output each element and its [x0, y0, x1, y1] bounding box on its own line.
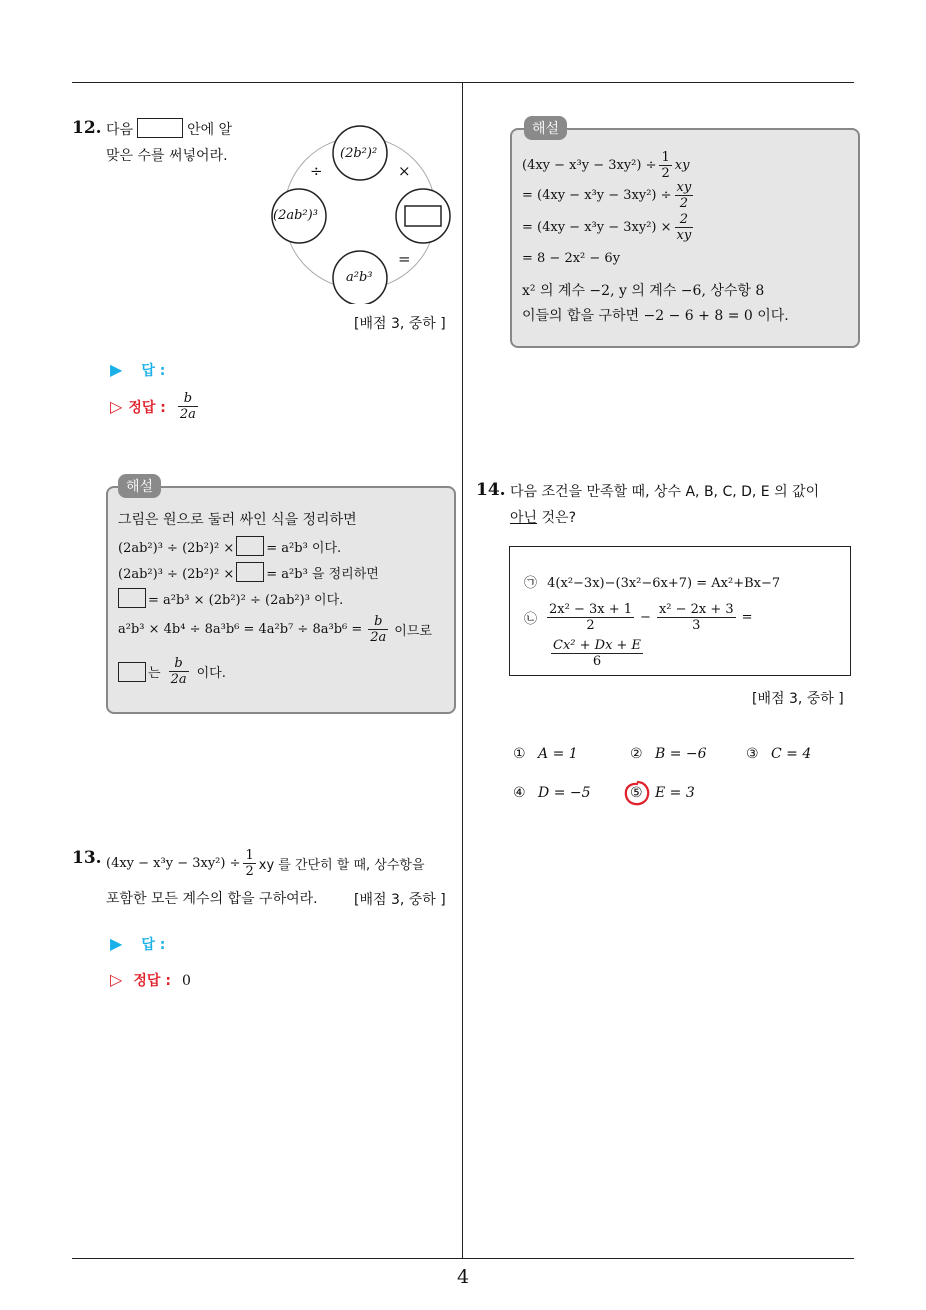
question-text-line2: 포함한 모든 계수의 합을 구하여라. [106, 891, 318, 907]
solution-line-3 [522, 212, 696, 243]
sol-text: xy [674, 158, 690, 173]
condition-fraction [657, 602, 736, 633]
times-sign: × [398, 162, 411, 180]
solution-line-2 [522, 180, 696, 211]
choice-marker: ③ [746, 746, 759, 762]
solution-line-1: 그림은 원으로 둘러 싸인 식을 정리하면 [118, 512, 357, 528]
minus-sign: − [640, 610, 651, 625]
solution-line-4: = 8 − 2x² − 6y [522, 251, 621, 266]
fraction-denominator: 2a [370, 630, 387, 645]
solution-fraction [169, 656, 189, 687]
choice-marker: ④ [513, 785, 526, 801]
fraction-denominator: 2a [179, 407, 196, 422]
q14-text: 것은? [541, 510, 576, 526]
fraction-denominator: 2 [661, 166, 670, 181]
sol-text: (2ab²)³ ÷ (2b²)² × [118, 541, 235, 556]
choice-text: B = −6 [655, 746, 707, 762]
condition-fraction [551, 638, 643, 669]
fraction-numerator: Cx² + Dx + E [553, 638, 642, 653]
answer-arrow-icon: ▶ [110, 934, 123, 953]
fraction-denominator: 3 [692, 618, 701, 633]
question-text-line1: 다음 조건을 만족할 때, 상수 A, B, C, D, E 의 값이 [510, 484, 820, 500]
answer-arrow-icon: ▶ [110, 360, 123, 379]
correct-answer-value: 0 [182, 973, 191, 989]
choice-4[interactable] [513, 785, 591, 801]
answer-row [110, 934, 165, 954]
condition-marker: ㉡ [524, 612, 538, 627]
sol-text: = a²b³ 을 정리하면 [266, 567, 379, 582]
fraction-numerator: 2x² − 3x + 1 [549, 602, 633, 617]
fraction-denominator: 2 [245, 864, 254, 879]
divide-sign: ÷ [310, 162, 323, 180]
blank-box [118, 662, 146, 682]
q12-text-a: 다음 [106, 122, 134, 138]
condition-fraction [547, 602, 634, 633]
solution-tab: 해설 [118, 474, 161, 498]
question-text-line2 [510, 505, 576, 531]
choice-2[interactable] [630, 746, 707, 762]
choice-marker: ② [630, 746, 643, 762]
fraction-numerator: xy [676, 180, 692, 195]
q13-fraction [243, 848, 255, 879]
solution-fraction [675, 212, 694, 243]
choice-text: D = −5 [538, 785, 591, 801]
condition-2 [524, 602, 753, 633]
sol-text: = a²b³ × (2b²)² ÷ (2ab²)³ 이다. [148, 593, 344, 608]
fraction-numerator: 1 [245, 848, 254, 863]
choice-text: C = 4 [771, 746, 812, 762]
answer-row [110, 360, 165, 380]
sol-text: = a²b³ 이다. [266, 541, 342, 556]
solution-line-5 [118, 614, 432, 645]
fraction-denominator: 2 [586, 618, 595, 633]
equals-sign: = [741, 610, 753, 625]
choice-marker: ① [513, 746, 526, 762]
correct-answer-row [110, 391, 198, 422]
sol-text: (2ab²)³ ÷ (2b²)² × [118, 567, 235, 582]
sol-text: a²b³ × 4b⁴ ÷ 8a³b⁶ = 4a²b⁷ ÷ 8a³b⁶ = [118, 622, 363, 637]
score-tag: [배점 3, 중하 ] [752, 691, 844, 707]
choice-marker: ⑤ [630, 785, 643, 801]
solution-line-5: x² 의 계수 −2, y 의 계수 −6, 상수항 8 [522, 283, 765, 299]
question-number: 12. [72, 118, 102, 138]
fraction-numerator: x² − 2x + 3 [658, 602, 734, 617]
correct-label: 정답 : [128, 399, 166, 416]
fraction-denominator: xy [676, 228, 692, 243]
question-number: 13. [72, 848, 102, 868]
selected-answer-circle-icon [622, 778, 652, 808]
page-number: 4 [456, 1266, 470, 1288]
fraction-denominator: 2 [679, 196, 688, 211]
answer-blank-box [137, 118, 183, 138]
solution-line-6: 이들의 합을 구하면 −2 − 6 + 8 = 0 이다. [522, 308, 789, 324]
q13-expression-tail: xy 를 간단히 할 때, 상수항을 [258, 858, 425, 873]
column-divider [462, 82, 463, 1258]
choice-text: A = 1 [538, 746, 578, 762]
bottom-rule [72, 1258, 854, 1259]
blank-box [236, 536, 264, 556]
top-rule [72, 82, 854, 83]
answer-label: 답 : [141, 363, 166, 379]
answer-label: 답 : [141, 937, 166, 953]
correct-arrow-icon: ▷ [110, 970, 123, 989]
correct-label: 정답 : [133, 973, 171, 989]
sol-text: 는 [148, 666, 161, 681]
left-circle-label: (2ab²)³ [273, 208, 318, 223]
choice-3[interactable] [746, 746, 811, 762]
blank-box [118, 588, 146, 608]
fraction-denominator: 6 [592, 654, 602, 669]
bottom-circle-label: a²b³ [346, 270, 373, 285]
underlined-word: 아닌 [510, 510, 538, 526]
sol-text: = (4xy − x³y − 3xy²) ÷ [522, 188, 672, 203]
solution-fraction [675, 180, 694, 211]
solution-line-4 [118, 588, 343, 608]
correct-answer-row [110, 970, 191, 990]
question-text-line2: 맞은 수를 써넣어라. [106, 148, 228, 164]
sol-text: 이다. [196, 666, 226, 681]
solution-tab: 해설 [524, 116, 567, 140]
score-tag: [배점 3, 중하 ] [354, 892, 446, 908]
q12-text-b: 안에 알 [187, 122, 233, 138]
choice-1[interactable] [513, 746, 578, 762]
equals-sign: = [398, 250, 411, 268]
fraction-numerator: b [368, 614, 388, 630]
condition-marker: ㉠ [524, 576, 538, 591]
solution-line-6 [118, 656, 226, 687]
correct-arrow-icon: ▷ [110, 397, 123, 416]
q13-expression: (4xy − x³y − 3xy²) ÷ [106, 856, 241, 871]
sol-text: = (4xy − x³y − 3xy²) × [522, 220, 672, 235]
fraction-denominator: 2a [170, 672, 187, 687]
solution-fraction [659, 150, 671, 181]
fraction-numerator: 1 [661, 150, 670, 165]
sol-text: 이므로 [394, 624, 432, 639]
correct-answer-fraction [178, 391, 198, 422]
blank-box [236, 562, 264, 582]
question-text-line1 [106, 848, 425, 879]
condition-text: 4(x²−3x)−(3x²−6x+7) = Ax²+Bx−7 [547, 576, 781, 591]
top-circle-label: (2b²)² [340, 146, 378, 161]
condition-2-rhs [551, 638, 643, 669]
fraction-numerator: b [178, 391, 198, 407]
solution-line-3 [118, 562, 379, 582]
condition-1 [524, 572, 780, 591]
diagram-blank-box [405, 206, 441, 226]
choice-text: E = 3 [655, 785, 695, 801]
fraction-numerator: b [169, 656, 189, 672]
fraction-numerator: 2 [675, 212, 694, 228]
question-text-line1 [106, 117, 232, 143]
solution-fraction [368, 614, 388, 645]
sol-text: (4xy − x³y − 3xy²) ÷ [522, 158, 657, 173]
question-number: 14. [476, 480, 506, 500]
solution-line-2 [118, 536, 341, 556]
solution-line-1 [522, 150, 689, 181]
score-tag: [배점 3, 중하 ] [354, 316, 446, 332]
